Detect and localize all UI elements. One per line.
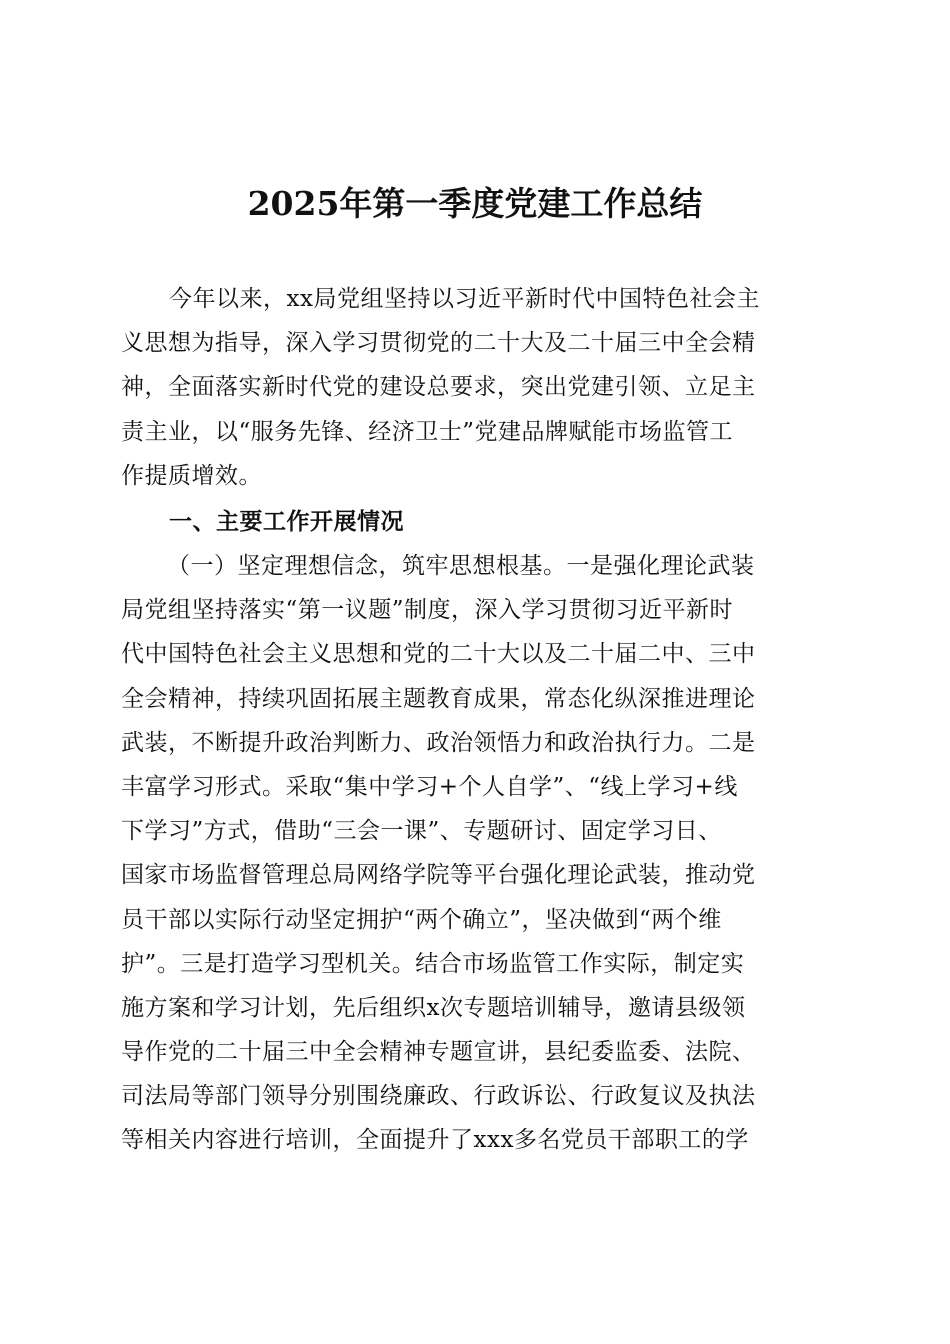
section-heading-text: 一、主要工作开展情况 — [169, 509, 404, 535]
paragraph-line: 施方案和学习计划，先后组织x次专题培训辅导，邀请县级领 — [121, 994, 746, 1021]
section-paragraph — [121, 544, 831, 1163]
paragraph-line: 今年以来，xx局党组坚持以习近平新时代中国特色社会主 — [169, 286, 760, 312]
paragraph-line: 神，全面落实新时代党的建设总要求，突出党建引领、立足主 — [121, 374, 756, 401]
document-title: 2025年第一季度党建工作总结 — [247, 184, 703, 223]
paragraph-line: 等相关内容进行培训，全面提升了xxx多名党员干部职工的学 — [121, 1127, 749, 1154]
paragraph-line: 责主业，以“服务先锋、经济卫士”党建品牌赋能市场监管工 — [121, 418, 734, 445]
section-heading — [121, 500, 831, 544]
paragraph-line: 代中国特色社会主义思想和党的二十大以及二十届二中、三中 — [121, 641, 756, 668]
paragraph-line: 国家市场监督管理总局网络学院等平台强化理论武装，推动党 — [121, 862, 756, 889]
paragraph-line: 导作党的二十届三中全会精神专题宣讲，县纪委监委、法院、 — [121, 1039, 756, 1066]
paragraph-line: 局党组坚持落实“第一议题”制度，深入学习贯彻习近平新时 — [121, 597, 734, 624]
paragraph-line: 护”。三是打造学习型机关。结合市场监管工作实际，制定实 — [121, 950, 745, 977]
paragraph-line: 作提质增效。 — [121, 462, 262, 489]
paragraph-line: （一）坚定理想信念，筑牢思想根基。一是强化理论武装 — [167, 553, 755, 579]
paragraph-line: 全会精神，持续巩固拓展主题教育成果，常态化纵深推进理论 — [121, 685, 756, 712]
intro-paragraph — [121, 277, 831, 498]
paragraph-line: 司法局等部门领导分别围绕廉政、行政诉讼、行政复议及执法 — [121, 1083, 756, 1110]
paragraph-line: 武装，不断提升政治判断力、政治领悟力和政治执行力。二是 — [121, 729, 756, 756]
paragraph-line: 员干部以实际行动坚定拥护“两个确立”，坚决做到“两个维 — [121, 906, 722, 933]
paragraph-line: 丰富学习形式。采取“集中学习+个人自学”、“线上学习+线 — [121, 773, 738, 800]
paragraph-line: 义思想为指导，深入学习贯彻党的二十大及二十届三中全会精 — [121, 330, 756, 357]
paragraph-line: 下学习”方式，借助“三会一课”、专题研讨、固定学习日、 — [121, 818, 722, 845]
